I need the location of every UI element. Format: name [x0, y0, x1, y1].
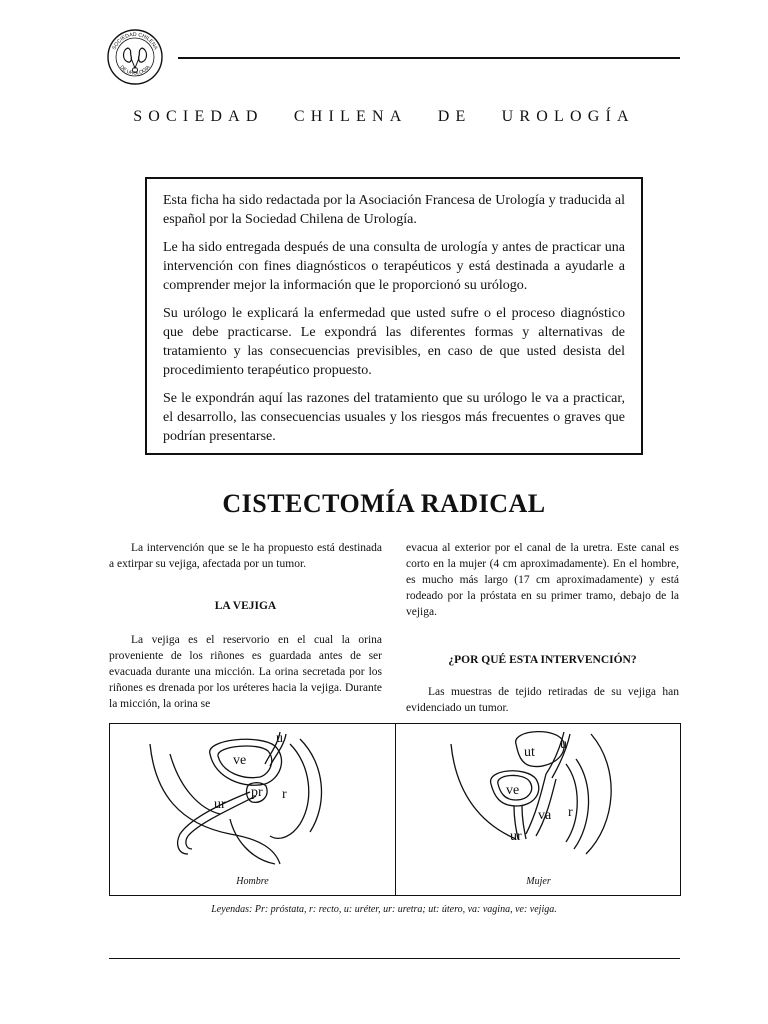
document-title: CISTECTOMÍA RADICAL — [222, 489, 546, 518]
svg-text:DE UROLOGIA — [118, 64, 152, 77]
society-word-2: CHILENA — [293, 108, 408, 125]
intro-box — [145, 177, 643, 455]
section-heading-vejiga: LA VEJIGA — [214, 600, 277, 612]
label-ut: ut — [524, 745, 535, 760]
label-u: u — [276, 731, 283, 746]
section-heading-reason: ¿POR QUÉ ESTA INTERVENCIÓN? — [448, 654, 637, 666]
label-va: va — [538, 808, 552, 823]
right-column — [406, 540, 679, 716]
continuation-text: evacua al exterior por el canal de la uretra. Este canal es corto en la mujer (4 cm aproximadamente). En el hombre, es mucho más largo (17 cm aproximadamente) y está rodeado por la próstata en su primer tramo, debajo de la vejiga. — [406, 542, 679, 618]
anatomy-figure — [109, 723, 681, 896]
logo-text-bottom: DE UROLOGIA — [118, 64, 152, 77]
female-diagram — [396, 724, 681, 895]
label-pr: pr — [251, 785, 263, 800]
male-diagram — [110, 724, 395, 895]
society-name — [0, 108, 768, 126]
intro-paragraph: Se le expondrán aquí las razones del tratamiento que su urólogo le va a practicar, el desarrollo, las consecuencias usuales y los riesgos más frecuentes o graves que podrían presentarse. — [163, 391, 625, 444]
intro-paragraph: Le ha sido entregada después de una consulta de urología y antes de practicar una intervención con fines diagnósticos o terapéuticos y está destinada a ayudarle a comprender mejor la información que le proporcionó su urólogo. — [163, 240, 625, 293]
left-column — [109, 540, 382, 712]
figure-legend: Leyendas: Pr: próstata, r: recto, u: uréter, ur: uretra; ut: útero, va: vagina, ve: vejiga. — [211, 904, 557, 915]
intro-paragraph: Su urólogo le explicará la enfermedad que usted sufre o el proceso diagnóstico que debe practicarse. Le expondrá las diferentes formas y alternativas de tratamiento y las consecuencias previsibles, en caso de que usted desista del procedimiento terapéutico propuesto. — [163, 306, 625, 378]
female-caption: Mujer — [526, 876, 551, 887]
intro-paragraph: Esta ficha ha sido redactada por la Asociación Francesa de Urología y traducida al español por la Sociedad Chilena de Urología. — [163, 193, 625, 227]
footer-rule — [109, 958, 680, 959]
vejiga-text: La vejiga es el reservorio en el cual la orina proveniente de los riñones es guardada antes de ser evacuada durante una micción. La orina secretada por los riñones es drenada por los uréteres hacia la vejiga. Durante la micción, la orina se — [109, 634, 382, 710]
label-ve: ve — [233, 753, 247, 768]
label-r: r — [568, 805, 573, 820]
label-r: r — [282, 787, 287, 802]
label-u: u — [560, 737, 567, 752]
society-word-1: SOCIEDAD — [133, 108, 264, 125]
society-word-3: DE — [437, 108, 472, 125]
reason-text: Las muestras de tejido retiradas de su vejiga han evidenciado un tumor. — [406, 686, 679, 714]
logo-text-top: SOCIEDAD CHILENA — [111, 31, 159, 51]
label-ve: ve — [506, 783, 520, 798]
society-logo — [106, 28, 164, 86]
label-ur: ur — [510, 829, 522, 844]
intro-text: La intervención que se le ha propuesto está destinada a extirpar su vejiga, afectada por un tumor. — [109, 542, 382, 570]
male-caption: Hombre — [236, 876, 269, 887]
label-ur: ur — [214, 797, 226, 812]
society-word-4: UROLOGÍA — [501, 108, 635, 125]
header-rule — [178, 57, 680, 59]
